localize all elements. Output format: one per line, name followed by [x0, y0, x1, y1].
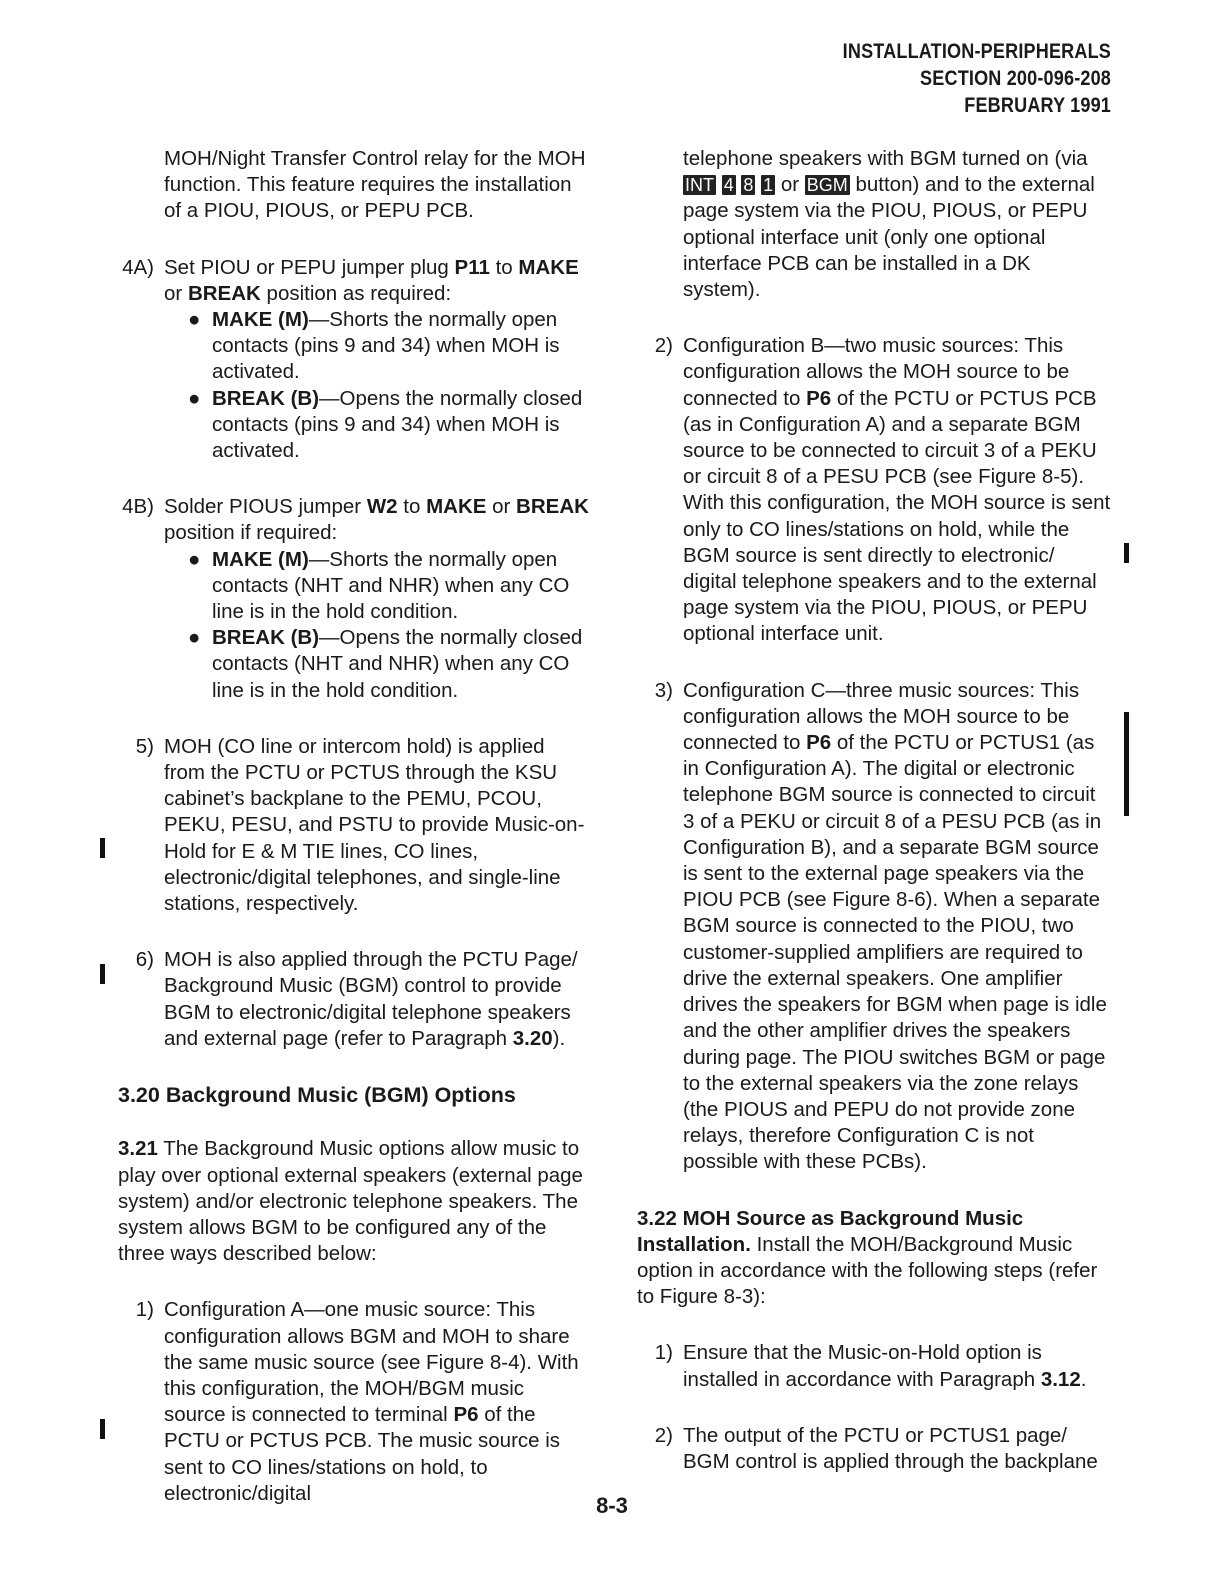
- step-bold: MAKE: [518, 255, 579, 279]
- change-bar: [1124, 712, 1129, 816]
- step-5: [118, 734, 590, 917]
- step-4b: [118, 494, 590, 704]
- step-6: [118, 947, 590, 1052]
- step-text: Configuration A—one music source: This configuration allows BGM and MOH to share the same music source (see Figure 8-4). With this configuration, the MOH/BGM music source is connected to terminal: [164, 1298, 579, 1427]
- header-line-3: FEBRUARY 1991: [964, 94, 1111, 117]
- step-bold: P6: [806, 731, 832, 755]
- right-column: [637, 146, 1111, 1475]
- bullet-icon: ●: [188, 308, 201, 332]
- bullet-icon: ●: [188, 386, 201, 410]
- paragraph-text: or: [775, 173, 805, 197]
- bullet-bold: MAKE (M): [212, 547, 309, 571]
- paragraph-heading: 3.22 MOH Source as Background Music Installation.: [637, 1206, 1024, 1256]
- step-number: 1): [654, 1341, 673, 1365]
- step-text: to: [489, 255, 519, 279]
- step-text: The output of the PCTU or PCTUS1 page/ BGM control is applied through the backplane: [683, 1423, 1098, 1473]
- step-4a: [118, 255, 590, 465]
- key-4-icon: 4: [723, 175, 734, 196]
- int-key-icon: INT: [685, 175, 714, 196]
- header-line-2: SECTION 200-096-208: [920, 67, 1111, 90]
- key-8-icon: 8: [743, 175, 754, 196]
- step-bold: BREAK: [516, 495, 589, 519]
- change-bar: [1124, 543, 1129, 563]
- list-item: [166, 386, 590, 465]
- list-item: [166, 625, 590, 704]
- step-text: of the PCTU or PCTUS PCB (as in Configuration A) and a separate BGM source to be connected to circuit 3 of a PEKU or circuit 8 of a PESU PCB (see Figure 8-5). With this configuration, the MOH source is sent only to CO lines/stations on hold, while the BGM source is sent directly to electronic/ digital telephone speakers and to the external page system via the PIOU, PIOUS, or PEPU optional interface unit.: [683, 386, 1111, 646]
- paragraph-text: telephone speakers with BGM turned on (via: [683, 147, 1088, 170]
- step-text: position if required:: [164, 521, 338, 545]
- step-number: 4A): [122, 255, 154, 279]
- step-text: MOH (CO line or intercom hold) is applied from the PCTU or PCTUS through the KSU cabinet’s backplane to the PEMU, PCOU, PEKU, PESU, and PSTU to provide Music-on-Hold for E & M TIE lines, CO lines, electronic/digital telephones, and single-line stations, respectively.: [164, 734, 585, 916]
- paragraph-3-21: [118, 1136, 590, 1267]
- step-number: 5): [135, 734, 154, 758]
- step-text: .: [1080, 1367, 1087, 1391]
- step-text: or: [486, 495, 517, 519]
- step-number: 2): [654, 1423, 673, 1447]
- page-header: [843, 38, 1111, 119]
- step-number: 3): [654, 678, 673, 702]
- bullet-bold: BREAK (B): [212, 386, 320, 410]
- key-1-icon: 1: [763, 175, 774, 196]
- install-step-1: [637, 1340, 1111, 1392]
- step-bold: MAKE: [426, 495, 487, 519]
- paragraph-3-22: [637, 1206, 1111, 1311]
- paragraph-text: The Background Music options allow music to play over optional external speakers (external page system) and/or electronic telephone speakers. The system allows BGM to be configured any of the three ways described below:: [118, 1137, 583, 1266]
- header-line-1: INSTALLATION-PERIPHERALS: [842, 40, 1111, 63]
- step-text: of the PCTU or PCTUS PCB. The music source is sent to CO lines/stations on hold, to electronic/digital: [164, 1403, 561, 1505]
- step-number: 4B): [122, 495, 154, 519]
- change-bar: [100, 1419, 105, 1439]
- paragraph-text: button) and to the external page system via the PIOU, PIOUS, or PEPU optional interface unit (only one optional interface PCB can be installed in a DK system).: [683, 173, 1095, 302]
- bgm-key-icon: BGM: [806, 175, 848, 196]
- step-text: to: [397, 495, 427, 519]
- page-number: 8-3: [596, 1493, 628, 1518]
- install-step-2: [637, 1423, 1111, 1475]
- step-text: Ensure that the Music-on-Hold option is installed in accordance with Paragraph: [683, 1341, 1042, 1391]
- step-text: ).: [552, 1026, 566, 1050]
- step-bold: P6: [453, 1403, 479, 1427]
- bullet-text: —Opens the normally closed contacts (pins 9 and 34) when MOH is activated.: [212, 386, 583, 463]
- step-text: Configuration C—three music sources: This configuration allows the MOH source to be connected to: [683, 678, 1080, 755]
- step-bold: W2: [366, 495, 398, 519]
- config-c: [637, 678, 1111, 1176]
- step-bold: P11: [454, 255, 490, 279]
- step-bold: 3.12: [1040, 1367, 1081, 1391]
- step-text: Solder PIOUS jumper: [164, 495, 367, 519]
- bullet-icon: ●: [188, 547, 201, 571]
- list-item: [166, 307, 590, 386]
- bullet-icon: ●: [188, 626, 201, 650]
- step-bold: P6: [806, 386, 832, 410]
- left-column: [118, 146, 590, 1507]
- config-b: [637, 333, 1111, 647]
- step-text: MOH is also applied through the PCTU Page/ Background Music (BGM) control to provide BGM to electronic/digital telephone speakers and external page (refer to Paragraph: [164, 948, 578, 1050]
- step-text: Configuration B—two music sources: This configuration allows the MOH source to be connected to: [683, 334, 1070, 410]
- bullet-text: —Opens the normally closed contacts (NHT and NHR) when any CO line is in the hold condition.: [212, 626, 583, 702]
- continued-paragraph: [637, 146, 1111, 303]
- change-bar: [100, 964, 105, 984]
- bullet-list: [118, 547, 590, 704]
- step-bold: 3.20: [512, 1026, 553, 1050]
- step-number: 6): [135, 948, 154, 972]
- paragraph-number: 3.21: [118, 1137, 158, 1161]
- step-number: 1): [135, 1298, 154, 1322]
- change-bar: [100, 838, 105, 858]
- bullet-bold: MAKE (M): [212, 308, 309, 332]
- bullet-text: —Shorts the normally open contacts (NHT and NHR) when any CO line is in the hold condition.: [212, 547, 570, 624]
- bullet-text: —Shorts the normally open contacts (pins 9 and 34) when MOH is activated.: [212, 308, 560, 384]
- step-bold: BREAK: [187, 281, 261, 305]
- list-item: [166, 547, 590, 626]
- bullet-list: [118, 307, 590, 464]
- config-a: [118, 1297, 590, 1507]
- step-number: 2): [654, 334, 673, 358]
- paragraph-text: Install the MOH/Background Music option in accordance with the following steps (refer to Figure 8-3):: [637, 1232, 1098, 1309]
- section-heading: 3.20 Background Music (BGM) Options: [118, 1083, 516, 1108]
- intro-paragraph: MOH/Night Transfer Control relay for the MOH function. This feature requires the installation of a PIOU, PIOUS, or PEPU PCB.: [164, 147, 586, 223]
- step-text: or: [164, 281, 188, 305]
- step-text: Set PIOU or PEPU jumper plug: [164, 255, 455, 279]
- step-text: position as required:: [260, 281, 452, 305]
- step-text: of the PCTU or PCTUS1 (as in Configuration A). The digital or electronic telephone BGM source is connected to circuit 3 of a PEKU or circuit 8 of a PESU PCB (as in Configuration B), and a separate BGM source is sent to the external page speakers via the PIOU PCB (see Figure 8-6). When a separate BGM source is connected to the PIOU, two customer-supplied amplifiers are required to drive the external speakers. One amplifier drives the speakers for BGM when page is idle and the other amplifier drives the speakers during page. The PIOU switches BGM or page to the external speakers via the zone relays (the PIOUS and PEPU do not provide zone relays, therefore Configuration C is not possible with these PCBs).: [683, 731, 1107, 1174]
- bullet-bold: BREAK (B): [212, 626, 320, 650]
